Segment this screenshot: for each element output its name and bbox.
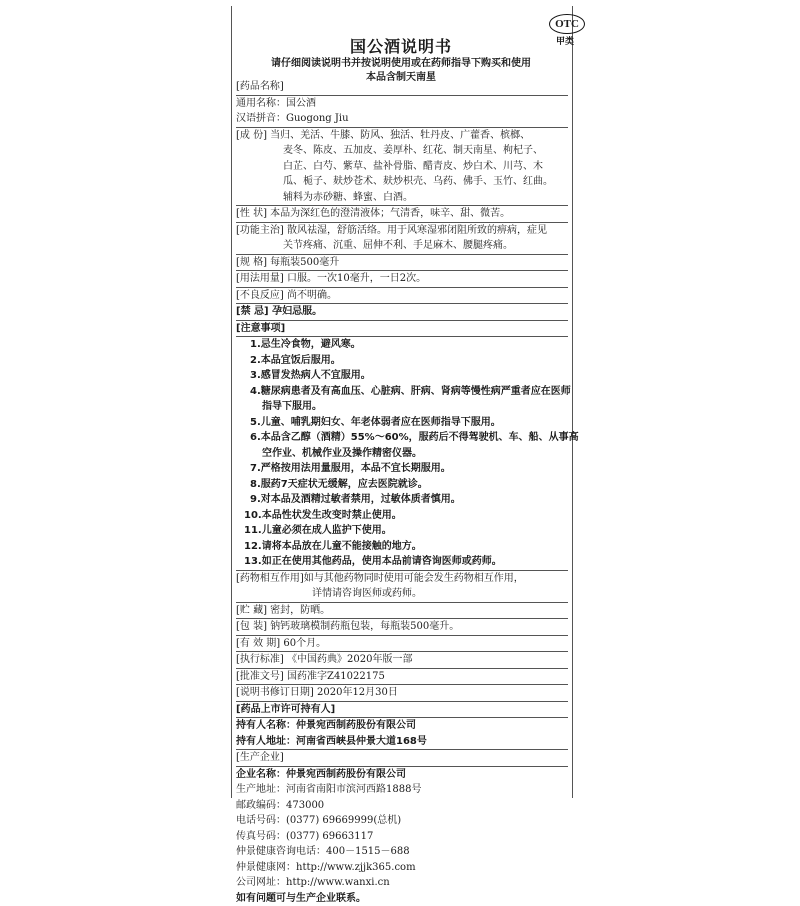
indications-label: [功能主治] (236, 225, 284, 236)
storage-row (236, 603, 568, 620)
approval-label: [批准文号] (236, 671, 284, 682)
contraindication-row (236, 304, 568, 321)
standard-text: 《中国药典》2020年版一部 (287, 654, 412, 665)
precaution-item: 7.严格按用法用量服用，本品不宜长期服用。 (236, 461, 568, 477)
precaution-item: 12.请将本品放在儿童不能接触的地方。 (236, 539, 568, 555)
package-label: [包 装] (236, 621, 267, 632)
validity-label: [有 效 期] (236, 638, 280, 649)
usage-warning: 请仔细阅读说明书并按说明使用或在药师指导下购买和使用 (231, 54, 571, 69)
health-website: 仲景健康网：http://www.zjjk365.com (236, 860, 568, 876)
holder-address: 持有人地址：河南省西峡县仲景大道168号 (236, 734, 568, 751)
adverse-text: 尚不明确。 (287, 290, 337, 301)
dosage-row (236, 271, 568, 288)
precaution-item: 10.本品性状发生改变时禁止使用。 (236, 508, 568, 524)
properties-label: [性 状] (236, 208, 267, 219)
approval-row (236, 669, 568, 686)
health-hotline: 仲景健康咨询电话：400－1515－688 (236, 844, 568, 860)
dosage-text: 口服。一次10毫升，一日2次。 (287, 273, 426, 284)
adverse-label: [不良反应] (236, 290, 284, 301)
revision-text: 2020年12月30日 (317, 687, 398, 698)
manufacturer-phone: 电话号码：(0377) 69669999(总机) (236, 813, 568, 829)
properties-text: 本品为深红色的澄清液体；气清香，味辛、甜、微苦。 (270, 208, 510, 219)
ingredients-line-5: 辅料为赤砂糖、蜂蜜、白酒。 (236, 190, 568, 207)
otc-badge: OTC (549, 14, 585, 34)
storage-label: [贮 藏] (236, 605, 267, 616)
spec-row (236, 255, 568, 272)
indications-row (236, 223, 568, 239)
precaution-item: 5.儿童、哺乳期妇女、年老体弱者应在医师指导下服用。 (236, 415, 568, 431)
validity-text: 60个月。 (283, 638, 326, 649)
common-name: 通用名称：国公酒 (236, 96, 568, 112)
indications-line-1: 散风祛湿，舒筋活络。用于风寒湿邪闭阻所致的痹病，症见 (287, 225, 547, 236)
document-title: 国公酒说明书 (231, 34, 571, 57)
precaution-item: 2.本品宜饭后服用。 (236, 353, 568, 369)
manufacturer-heading: [生产企业] (236, 750, 568, 767)
package-row (236, 619, 568, 636)
standard-row (236, 652, 568, 669)
pinyin-name: 汉语拼音：Guogong Jiu (236, 111, 568, 128)
indications-line-2: 关节疼痛、沉重、屈伸不利、手足麻木、腰腿疼痛。 (236, 238, 568, 255)
ingredients-line-4: 瓜、栀子、麸炒苍术、麸炒枳壳、乌药、佛手、玉竹、红曲。 (236, 174, 568, 190)
contraindication-text: 孕妇忌服。 (272, 306, 322, 317)
ingredients-line-3: 白芷、白芍、紫草、盐补骨脂、醋青皮、炒白术、川芎、木 (236, 159, 568, 175)
footer-note: 如有问题可与生产企业联系。 (236, 891, 568, 906)
precaution-item: 1.忌生冷食物，避风寒。 (236, 337, 568, 353)
precautions-heading: [注意事项] (236, 321, 568, 338)
storage-text: 密封，防晒。 (270, 605, 330, 616)
precaution-item-cont: 空作业、机械作业及操作精密仪器。 (236, 446, 568, 462)
leaflet-body (236, 79, 568, 906)
properties-row (236, 206, 568, 223)
precaution-item: 3.感冒发热病人不宜服用。 (236, 368, 568, 384)
precaution-item: 6.本品含乙醇（酒精）55%～60%，服药后不得驾驶机、车、船、从事高 (236, 430, 568, 446)
interaction-line-1: [药物相互作用]如与其他药物同时使用可能会发生药物相互作用， (236, 571, 568, 587)
adverse-row (236, 288, 568, 305)
spec-label: [规 格] (236, 257, 267, 268)
precaution-item: 4.糖尿病患者及有高血压、心脏病、肝病、肾病等慢性病严重者应在医师 (236, 384, 568, 400)
company-website: 公司网址：http://www.wanxi.cn (236, 875, 568, 891)
manufacturer-address: 生产地址：河南省南阳市滨河西路1888号 (236, 782, 568, 798)
precaution-item-cont: 指导下服用。 (236, 399, 568, 415)
standard-label: [执行标准] (236, 654, 284, 665)
contains-notice: 本品含制天南星 (231, 68, 571, 83)
precaution-item: 8.服药7天症状无缓解，应去医院就诊。 (236, 477, 568, 493)
package-text: 钠钙玻璃模制药瓶包装，每瓶装500毫升。 (270, 621, 459, 632)
manufacturer-fax: 传真号码：(0377) 69663117 (236, 829, 568, 845)
precaution-item: 11.儿童必须在成人监护下使用。 (236, 523, 568, 539)
contraindication-label: [禁 忌] (236, 306, 269, 317)
holder-heading: [药品上市许可持有人] (236, 702, 568, 719)
ingredients-line-2: 麦冬、陈皮、五加皮、姜厚朴、红花、制天南星、枸杞子、 (236, 143, 568, 159)
ingredients-label: [成 份] (236, 130, 267, 141)
spec-text: 每瓶装500毫升 (270, 257, 339, 268)
revision-row (236, 685, 568, 702)
drug-name-heading: [药品名称] (236, 79, 568, 96)
holder-name: 持有人名称：仲景宛西制药股份有限公司 (236, 718, 568, 734)
ingredients-line-1: 当归、羌活、牛膝、防风、独活、牡丹皮、广藿香、槟榔、 (270, 130, 530, 141)
revision-label: [说明书修订日期] (236, 687, 314, 698)
otc-class-label: 甲类 (556, 34, 574, 47)
ingredients-row (236, 128, 568, 144)
precaution-item: 9.对本品及酒精过敏者禁用，过敏体质者慎用。 (236, 492, 568, 508)
manufacturer-postcode: 邮政编码：473000 (236, 798, 568, 814)
dosage-label: [用法用量] (236, 273, 284, 284)
validity-row (236, 636, 568, 653)
interaction-line-2: 详情请咨询医师或药师。 (236, 586, 568, 603)
manufacturer-name: 企业名称：仲景宛西制药股份有限公司 (236, 767, 568, 783)
precaution-item: 13.如正在使用其他药品，使用本品前请咨询医师或药师。 (236, 554, 568, 571)
approval-text: 国药准字Z41022175 (287, 671, 385, 682)
